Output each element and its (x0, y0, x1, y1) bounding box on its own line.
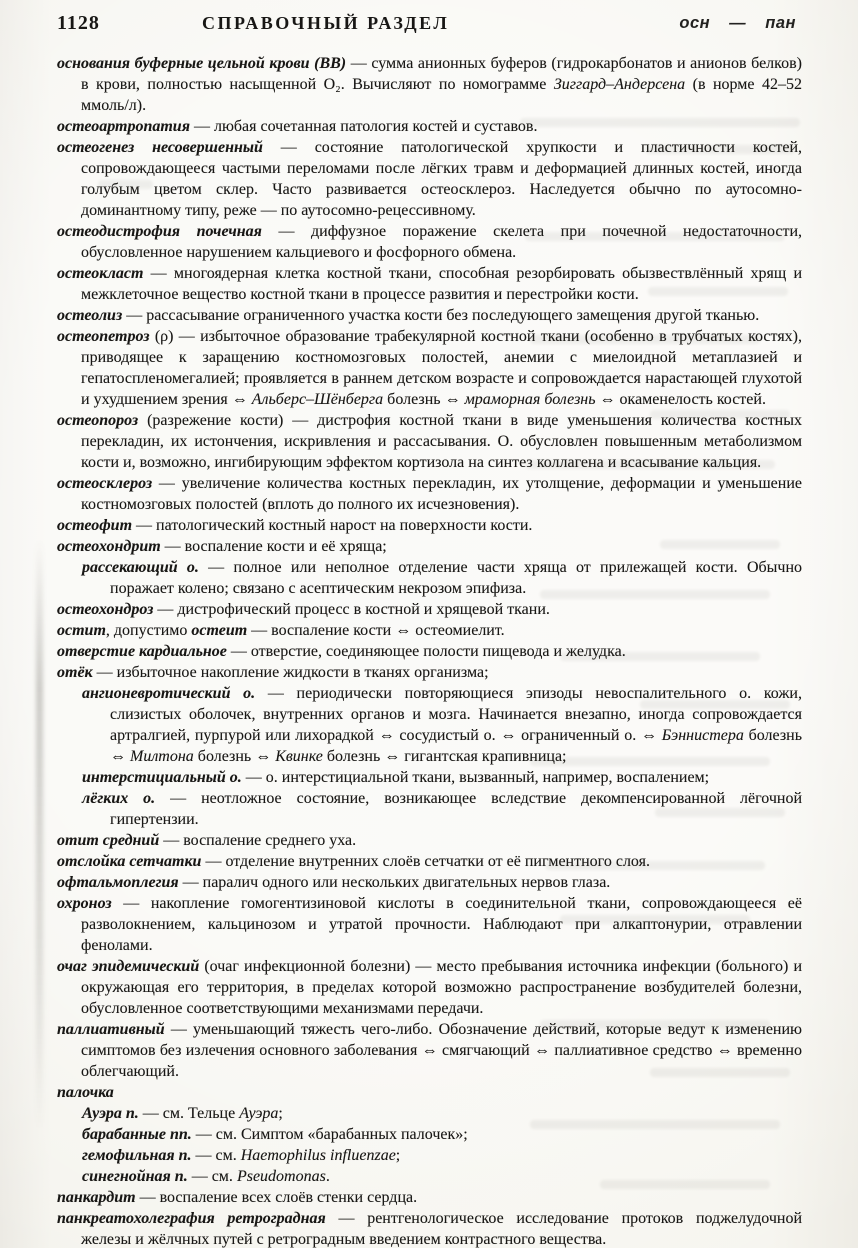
entry-text: болезнь ⇔ (383, 391, 465, 408)
dictionary-entry (57, 599, 802, 620)
headword: панкардит (57, 1189, 136, 1206)
entry-text: Ауэра (239, 1105, 279, 1122)
entry-text: — дистрофический процесс в костной и хрящевой ткани. (153, 601, 550, 618)
dictionary-entry (57, 662, 802, 683)
sub-entry (82, 767, 802, 788)
entry-text: — состояние патологической хрупкости и пластичности костей, сопровождающееся частыми переломами после лёгких травм и деформацией длинных костей, иногда голубым цветом склер. Часто развивается остеосклероз. Наследуется обычно по аутосомно-доминантному типу, реже — по аутосомно-рецессивному. (81, 139, 803, 219)
entry-text: — отверстие, соединяющее полости пищевода и желудка. (226, 643, 626, 660)
dictionary-entry (57, 641, 802, 662)
headword: интерстициальный о. (82, 769, 242, 786)
headword: ангионевротический о. (82, 685, 256, 702)
dictionary-entry (57, 326, 802, 410)
headword: барабанные пп. (82, 1126, 192, 1143)
scan-smudge-artifact (36, 540, 43, 1130)
sub-entry (82, 788, 802, 830)
sub-entry (82, 683, 802, 767)
headword: Ауэра п. (82, 1105, 139, 1122)
dictionary-entry (57, 620, 802, 641)
headword: остит (57, 622, 106, 639)
dictionary-entry (57, 473, 802, 515)
headword: остеохондрит (57, 538, 161, 555)
entry-text: ; (278, 1105, 283, 1122)
headword: отит средний (57, 832, 160, 849)
dictionary-entry (57, 263, 802, 305)
dictionary-entry (57, 956, 802, 1019)
entry-text: — см. Симптом «барабанных палочек»; (191, 1126, 468, 1143)
entry-text: — периодически повторяющиеся эпизоды невоспалительного о. кожи, слизистых оболочек, внутренних органов и мозга. Начинается внезапно, иногда сопровождается артралгией, пурпурой или лихорадкой ⇔ сосудистый о. ⇔ ограниченный о. ⇔ (110, 685, 802, 744)
entry-text: (разрежение кости) — дистрофия костной ткани в виде уменьшения количества костных перекладин, их истончения, искривления и рассасывания. О. обусловлен повышенным метаболизмом кости и, возможно, ингибирующим эффектом кортизола на синтез коллагена и всасывание кальция. (81, 412, 802, 471)
dictionary-entry (57, 116, 802, 137)
headword: синегнойная п. (82, 1168, 188, 1185)
entry-text: болезнь ⇔ (110, 727, 803, 765)
entry-text: Альберс–Шёнберга (251, 391, 384, 408)
entry-text: Haemophilus influenzae (240, 1147, 396, 1164)
entry-text: . (325, 1168, 330, 1185)
sub-entry (82, 1124, 802, 1145)
headword: остеогенез несовершенный (57, 139, 263, 156)
headword: остеокласт (57, 265, 144, 282)
headword: остеохондроз (57, 601, 154, 618)
headword: отверстие кардиальное (57, 643, 227, 660)
dictionary-entry (57, 1019, 802, 1082)
entry-text: Милтона (130, 748, 194, 765)
entry-text: — отделение внутренних слоёв сетчатки от её пигментного слоя. (201, 853, 650, 870)
entry-text: — о. интерстициальной ткани, вызванный, например, воспалением; (241, 769, 710, 786)
entry-text: ; (395, 1147, 401, 1164)
entry-text: Pseudomonas (236, 1168, 326, 1185)
entry-text: (в норме 42–52 ммоль/л). (81, 76, 802, 114)
entry-text: — сумма анионных буферов (гидрокарбонатов и анионов белков) в крови, полностью насыщенной О₂. Вычисляют по номограмме (81, 55, 803, 93)
entry-text: — уменьшающий тяжесть чего-либо. Обозначение действий, которые ведут к изменению симптомов без излечения основного заболевания ⇔ смягчающий ⇔ паллиативное средство ⇔ временно облегчающий. (81, 1021, 802, 1080)
dictionary-entry (57, 410, 802, 473)
entry-text: — диффузное поражение скелета при почечной недостаточности, обусловленное нарушением кальциевого и фосфорного обмена. (81, 223, 803, 261)
entry-text: болезнь ⇔ гигантская крапивница; (322, 748, 567, 765)
dictionary-entry (57, 1187, 802, 1208)
header-word-range: осн — пан (679, 14, 796, 32)
entry-text: — воспаление среднего уха. (159, 832, 357, 849)
dictionary-entry (57, 830, 802, 851)
dictionary-entry (57, 536, 802, 557)
headword: охроноз (57, 895, 112, 912)
entry-text: — накопление гомогентизиновой кислоты в соединительной ткани, сопровождающееся её разволокнением, кальцинозом и утратой прочности. Наблюдают при алкаптонурии, отравлении фенолами. (81, 895, 802, 954)
headword: остеоартропатия (57, 118, 190, 135)
entry-text: — рентгенологическое исследование протоков поджелудочной железы и жёлчных путей с ретроградным введением контрастного вещества. (81, 1210, 803, 1248)
headword: остеосклероз (57, 475, 153, 492)
entry-text: — полное или неполное отделение части хряща от прилежащей кости. Обычно поражает колено; связано с асептическим некрозом эпифиза. (110, 559, 803, 597)
dictionary-entry (57, 53, 802, 116)
headword: гемофильная п. (82, 1147, 192, 1164)
headword: отёк (57, 664, 93, 681)
headword: основания буферные цельной крови (ВВ) (57, 55, 347, 72)
entry-text: — см. (187, 1168, 237, 1185)
page-header (57, 12, 802, 42)
entry-text: — воспаление всех слоёв стенки сердца. (135, 1189, 418, 1206)
sub-entry (82, 1166, 802, 1187)
entry-text: (очаг инфекционной болезни) — место пребывания источника инфекции (больного) и окружающая его территория, в пределах которой возможно распространение возбудителей болезни, обусловленное соответствующими механизмами передачи. (81, 958, 803, 1017)
headword: лёгких о. (82, 790, 156, 807)
dictionary-entry (57, 1082, 802, 1103)
entry-text: — многоядерная клетка костной ткани, способная резорбировать обызвествлённый хрящ и межклеточное вещество костной ткани в процессе развития и перестройки кости. (81, 265, 802, 303)
dictionary-entry (57, 872, 802, 893)
dictionary-entry (57, 1208, 802, 1248)
headword: остеопороз (57, 412, 139, 429)
headword: остеолиз (57, 307, 123, 324)
entry-text: мраморная болезнь (464, 391, 596, 408)
dictionary-entry (57, 305, 802, 326)
entry-text: (ρ) — избыточное образование трабекулярной костной ткани (особенно в трубчатых костях), приводящее к заращению костномозговых полостей, анемии с миелоидной метаплазией и гепатоспленомегалией; проявляется в раннем детском возрасте и сопровождается нарастающей глухотой и ухудшением зрения ⇔ (81, 328, 802, 408)
entry-text: — см. (191, 1147, 241, 1164)
headword: отслойка сетчатки (57, 853, 202, 870)
entry-text: — патологический костный нарост на поверхности кости. (132, 517, 533, 534)
entry-text: Зиггард–Андерсена (553, 76, 686, 93)
page-number: 1128 (57, 12, 100, 34)
headword: офтальмоплегия (57, 874, 179, 891)
entry-text: болезнь ⇔ (193, 748, 276, 765)
dictionary-entries (57, 53, 802, 1248)
headword: остеит (191, 622, 248, 639)
headword: очаг эпидемический (57, 958, 200, 975)
dictionary-entry (57, 851, 802, 872)
sub-entry (82, 557, 802, 599)
headword: остеопетроз (57, 328, 150, 345)
headword: рассекающий о. (82, 559, 199, 576)
entry-text: — см. Тельце (138, 1105, 240, 1122)
sub-entry (82, 1103, 802, 1124)
entry-text: Бэннистера (661, 727, 744, 744)
entry-text: — воспаление кости и её хряща; (160, 538, 387, 555)
headword: панкреатохолеграфия ретроградная (57, 1210, 326, 1227)
headword: палочка (57, 1084, 114, 1101)
headword: остеофит (57, 517, 133, 534)
dictionary-entry (57, 515, 802, 536)
entry-text: — любая сочетанная патология костей и суставов. (189, 118, 538, 135)
entry-text: — увеличение количества костных перекладин, их утолщение, деформации и уменьшение костномозговых полостей (вплоть до полного их исчезновения). (81, 475, 802, 513)
entry-text: ⇔ окаменелость костей. (595, 391, 766, 408)
dictionary-entry (57, 893, 802, 956)
entry-text: Квинке (275, 748, 323, 765)
entry-text: — избыточное накопление жидкости в тканях организма; (92, 664, 489, 681)
section-title: СПРАВОЧНЫЙ РАЗДЕЛ (202, 13, 450, 33)
entry-text: — воспаление кости ⇔ остеомиелит. (247, 622, 505, 639)
dictionary-entry (57, 221, 802, 263)
headword: остеодистрофия почечная (57, 223, 262, 240)
headword: паллиативный (57, 1021, 165, 1038)
dictionary-entry (57, 137, 802, 221)
entry-text: — паралич одного или нескольких двигательных нервов глаза. (178, 874, 611, 891)
entry-text: , допустимо (105, 622, 192, 639)
entry-text: — неотложное состояние, возникающее вследствие декомпенсированной лёгочной гипертензии. (110, 790, 803, 828)
sub-entry (82, 1145, 802, 1166)
entry-text: — рассасывание ограниченного участка кости без последующего замещения другой тканью. (122, 307, 760, 324)
